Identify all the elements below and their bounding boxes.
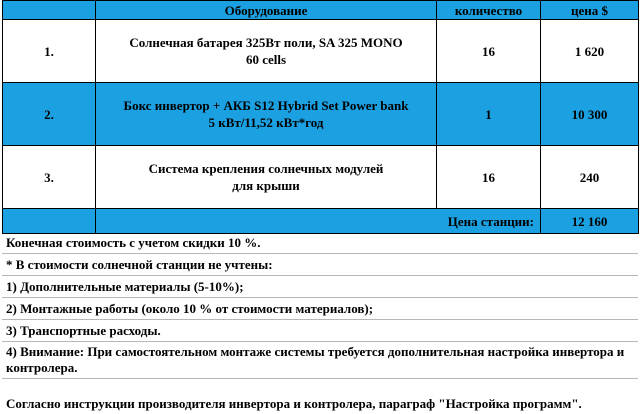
row-name-line: Бокс инвертор + АКБ S12 Hybrid Set Power bank	[123, 98, 409, 113]
header-equipment: Оборудование	[96, 1, 437, 20]
total-row	[3, 209, 639, 234]
equipment-table	[2, 0, 639, 234]
table-row	[3, 83, 639, 146]
spacer	[2, 379, 638, 393]
row-equipment-name	[96, 20, 437, 83]
instruction-note: Согласно инструкции производителя инвертора и контролера, параграф "Настройка программ".	[6, 396, 582, 411]
row-price: 240	[541, 146, 639, 209]
row-quantity: 16	[437, 146, 541, 209]
total-blank-cell	[3, 209, 96, 234]
excluded-item-2: 2) Монтажные работы (около 10 % от стоимости материалов);	[2, 298, 638, 320]
total-label: Цена станции:	[96, 209, 541, 234]
row-quantity: 16	[437, 20, 541, 83]
discount-note: Конечная стоимость с учетом скидки 10 %.	[2, 232, 638, 254]
row-name-line: 60 cells	[245, 52, 287, 67]
row-equipment-name	[96, 83, 437, 146]
total-value: 12 160	[541, 209, 639, 234]
header-price: цена $	[541, 1, 639, 20]
row-name-line: 5 кВт/11,52 кВт*год	[208, 115, 324, 130]
row-number: 3.	[3, 146, 96, 209]
row-price: 10 300	[541, 83, 639, 146]
excluded-item-1: 1) Дополнительные материалы (5-10%);	[2, 276, 638, 298]
header-blank-cell	[3, 1, 96, 20]
row-name-line: для крыши	[232, 178, 300, 193]
row-equipment-name	[96, 146, 437, 209]
row-price: 1 620	[541, 20, 639, 83]
row-name-line: Солнечная батарея 325Вт поли, SA 325 MONO	[129, 35, 403, 50]
notes-section	[2, 232, 638, 414]
row-number: 1.	[3, 20, 96, 83]
row-number: 2.	[3, 83, 96, 146]
table-header-row	[3, 1, 639, 20]
excluded-title: * В стоимости солнечной станции не учтены:	[2, 254, 638, 276]
table-row	[3, 146, 639, 209]
table-row	[3, 20, 639, 83]
row-quantity: 1	[437, 83, 541, 146]
row-name-line: Система крепления солнечных модулей	[148, 161, 384, 176]
excluded-item-3: 3) Транспортные расходы.	[2, 320, 638, 342]
excluded-item-4: 4) Внимание: При самостоятельном монтаже системы требуется дополнительная настройка инвертора и контролера.	[2, 342, 638, 379]
header-quantity: количество	[437, 1, 541, 20]
